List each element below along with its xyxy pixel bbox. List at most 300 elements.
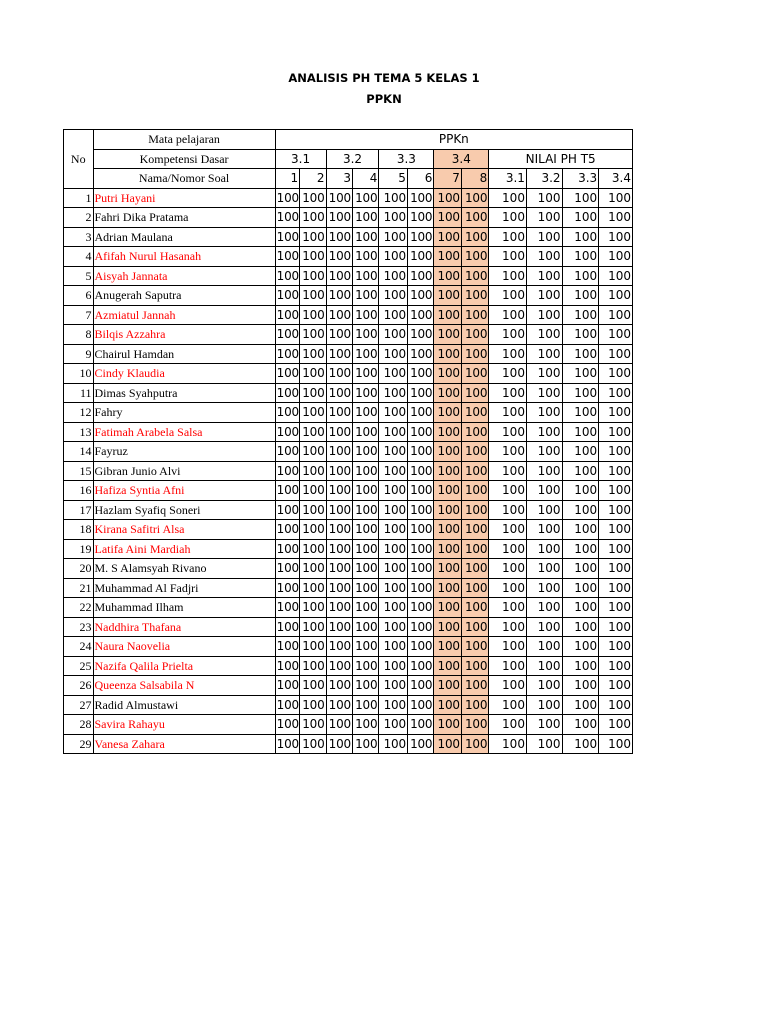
score-cell: 100 [434,266,461,286]
score-cell: 100 [300,617,326,637]
nilai-cell: 100 [562,344,599,364]
student-number: 22 [64,598,94,618]
student-name: Fahry [93,403,275,423]
student-number: 3 [64,227,94,247]
score-cell: 100 [326,364,352,384]
score-cell: 100 [300,559,326,579]
nilai-cell: 100 [599,715,633,735]
student-name: Dimas Syahputra [93,383,275,403]
student-number: 19 [64,539,94,559]
score-cell: 100 [461,422,488,442]
student-name: Gibran Junio Alvi [93,461,275,481]
score-cell: 100 [326,344,352,364]
score-cell: 100 [379,461,407,481]
score-cell: 100 [407,461,433,481]
score-cell: 100 [434,403,461,423]
table-row [64,383,633,403]
nilai-cell: 100 [489,286,527,306]
score-cell: 100 [326,442,352,462]
score-cell: 100 [407,617,433,637]
score-cell: 100 [352,520,378,540]
score-cell: 100 [300,188,326,208]
score-cell: 100 [326,247,352,267]
student-number: 17 [64,500,94,520]
nilai-cell: 100 [562,500,599,520]
nilai-cell: 100 [526,656,562,676]
nilai-cell: 100 [489,481,527,501]
nilai-cell: 100 [489,403,527,423]
score-cell: 100 [434,559,461,579]
score-cell: 100 [434,637,461,657]
score-cell: 100 [300,305,326,325]
nilai-cell: 100 [526,598,562,618]
nilai-cell: 100 [599,598,633,618]
student-number: 11 [64,383,94,403]
student-name: Muhammad Ilham [93,598,275,618]
nilai-cell: 100 [599,500,633,520]
table-row [64,676,633,696]
table-row [64,656,633,676]
student-name: Nazifa Qalila Prielta [93,656,275,676]
score-cell: 100 [352,403,378,423]
score-cell: 100 [300,520,326,540]
score-cell: 100 [275,461,299,481]
score-cell: 100 [326,656,352,676]
score-cell: 100 [352,481,378,501]
score-cell: 100 [275,227,299,247]
score-cell: 100 [300,695,326,715]
score-cell: 100 [300,637,326,657]
no-header: No [64,130,94,189]
score-cell: 100 [352,500,378,520]
nilai-cell: 100 [489,208,527,228]
score-cell: 100 [407,188,433,208]
score-cell: 100 [461,227,488,247]
score-cell: 100 [326,227,352,247]
nilai-cell: 100 [526,539,562,559]
nilai-cell: 100 [599,676,633,696]
score-cell: 100 [434,500,461,520]
nilai-cell: 100 [526,325,562,345]
score-cell: 100 [461,656,488,676]
score-cell: 100 [434,598,461,618]
score-cell: 100 [379,208,407,228]
score-cell: 100 [300,461,326,481]
score-cell: 100 [407,442,433,462]
score-cell: 100 [300,676,326,696]
table-row [64,734,633,754]
score-cell: 100 [275,286,299,306]
student-number: 16 [64,481,94,501]
nilai-cell: 100 [599,520,633,540]
nilai-cell: 100 [526,461,562,481]
nilai-cell: 100 [489,500,527,520]
nilai-cell: 100 [562,520,599,540]
nilai-kd-number: 3.3 [562,169,599,189]
kd-header-3-3: 3.3 [379,149,434,169]
score-cell: 100 [434,305,461,325]
nilai-cell: 100 [526,266,562,286]
student-name: M. S Alamsyah Rivano [93,559,275,579]
student-number: 14 [64,442,94,462]
score-cell: 100 [300,286,326,306]
score-cell: 100 [326,500,352,520]
student-number: 24 [64,637,94,657]
soal-number: 7 [434,169,461,189]
student-name: Cindy Klaudia [93,364,275,384]
score-cell: 100 [407,559,433,579]
student-name: Hafiza Syntia Afni [93,481,275,501]
score-cell: 100 [352,266,378,286]
nilai-cell: 100 [562,617,599,637]
nilai-cell: 100 [489,578,527,598]
nilai-cell: 100 [599,578,633,598]
kd-header-3-1: 3.1 [275,149,326,169]
score-cell: 100 [379,481,407,501]
score-cell: 100 [352,539,378,559]
score-cell: 100 [407,500,433,520]
score-cell: 100 [379,247,407,267]
nilai-kd-number: 3.2 [526,169,562,189]
table-row [64,715,633,735]
student-name: Putri Hayani [93,188,275,208]
student-number: 28 [64,715,94,735]
nilai-cell: 100 [489,637,527,657]
student-name: Hazlam Syafiq Soneri [93,500,275,520]
nilai-cell: 100 [599,656,633,676]
score-cell: 100 [434,344,461,364]
score-cell: 100 [407,325,433,345]
nilai-cell: 100 [562,325,599,345]
score-cell: 100 [300,500,326,520]
student-number: 13 [64,422,94,442]
score-cell: 100 [275,539,299,559]
score-cell: 100 [352,305,378,325]
report-header [0,68,768,110]
score-cell: 100 [379,442,407,462]
score-cell: 100 [461,247,488,267]
score-cell: 100 [461,325,488,345]
nilai-cell: 100 [562,539,599,559]
nilai-cell: 100 [526,715,562,735]
score-cell: 100 [275,364,299,384]
student-number: 21 [64,578,94,598]
nilai-cell: 100 [562,676,599,696]
score-cell: 100 [407,520,433,540]
score-cell: 100 [275,383,299,403]
nilai-kd-number: 3.1 [489,169,527,189]
score-cell: 100 [275,344,299,364]
mata-pelajaran-label: Mata pelajaran [93,130,275,150]
score-cell: 100 [326,266,352,286]
nilai-cell: 100 [526,578,562,598]
score-cell: 100 [434,208,461,228]
student-name: Bilqis Azzahra [93,325,275,345]
kd-header-3-4: 3.4 [434,149,489,169]
nilai-cell: 100 [599,305,633,325]
student-name: Radid Almustawi [93,695,275,715]
score-cell: 100 [300,364,326,384]
score-cell: 100 [379,695,407,715]
student-name: Afifah Nurul Hasanah [93,247,275,267]
nilai-cell: 100 [562,227,599,247]
table-row [64,266,633,286]
nilai-cell: 100 [599,617,633,637]
score-cell: 100 [326,676,352,696]
nilai-cell: 100 [526,383,562,403]
score-cell: 100 [326,520,352,540]
nilai-cell: 100 [526,442,562,462]
table-row [64,305,633,325]
score-cell: 100 [407,481,433,501]
score-cell: 100 [326,461,352,481]
score-cell: 100 [275,500,299,520]
score-cell: 100 [352,188,378,208]
student-number: 5 [64,266,94,286]
nilai-cell: 100 [489,344,527,364]
score-cell: 100 [434,481,461,501]
nilai-cell: 100 [489,422,527,442]
nilai-cell: 100 [526,637,562,657]
score-cell: 100 [461,676,488,696]
score-cell: 100 [461,461,488,481]
soal-number: 8 [461,169,488,189]
header-row-kd [64,149,633,169]
nilai-cell: 100 [526,500,562,520]
report-title: ANALISIS PH TEMA 5 KELAS 1 [288,71,480,85]
score-cell: 100 [461,403,488,423]
student-number: 2 [64,208,94,228]
student-number: 20 [64,559,94,579]
nilai-cell: 100 [489,442,527,462]
score-cell: 100 [461,188,488,208]
student-name: Azmiatul Jannah [93,305,275,325]
student-number: 8 [64,325,94,345]
nilai-cell: 100 [562,637,599,657]
table-row [64,403,633,423]
score-cell: 100 [275,734,299,754]
score-cell: 100 [379,500,407,520]
nilai-cell: 100 [599,247,633,267]
subject-header: PPKn [275,130,632,150]
score-cell: 100 [300,247,326,267]
score-cell: 100 [434,676,461,696]
score-cell: 100 [352,734,378,754]
nilai-header: NILAI PH T5 [489,149,633,169]
student-name: Anugerah Saputra [93,286,275,306]
score-cell: 100 [379,325,407,345]
score-cell: 100 [407,656,433,676]
score-cell: 100 [407,383,433,403]
score-cell: 100 [326,559,352,579]
score-cell: 100 [407,695,433,715]
score-cell: 100 [434,227,461,247]
score-cell: 100 [352,247,378,267]
nilai-cell: 100 [489,559,527,579]
nilai-cell: 100 [562,286,599,306]
nilai-cell: 100 [489,715,527,735]
nilai-cell: 100 [526,286,562,306]
score-cell: 100 [326,539,352,559]
nilai-cell: 100 [489,188,527,208]
soal-number: 5 [379,169,407,189]
student-name: Savira Rahayu [93,715,275,735]
score-cell: 100 [461,715,488,735]
score-cell: 100 [379,266,407,286]
score-cell: 100 [379,598,407,618]
nilai-cell: 100 [599,344,633,364]
score-cell: 100 [379,286,407,306]
header-row-subject [64,130,633,150]
student-number: 10 [64,364,94,384]
student-name: Fahri Dika Pratama [93,208,275,228]
score-cell: 100 [461,481,488,501]
score-cell: 100 [300,715,326,735]
nomor-soal-label: Nama/Nomor Soal [93,169,275,189]
score-cell: 100 [352,715,378,735]
score-cell: 100 [352,442,378,462]
score-cell: 100 [379,403,407,423]
score-cell: 100 [434,656,461,676]
score-cell: 100 [461,598,488,618]
student-name: Naddhira Thafana [93,617,275,637]
score-cell: 100 [407,305,433,325]
score-cell: 100 [275,617,299,637]
score-cell: 100 [461,208,488,228]
score-cell: 100 [461,266,488,286]
student-name: Adrian Maulana [93,227,275,247]
nilai-cell: 100 [526,364,562,384]
nilai-cell: 100 [562,266,599,286]
score-cell: 100 [461,520,488,540]
score-cell: 100 [434,715,461,735]
nilai-cell: 100 [562,481,599,501]
nilai-cell: 100 [526,559,562,579]
score-cell: 100 [300,344,326,364]
score-cell: 100 [352,578,378,598]
score-cell: 100 [326,578,352,598]
score-cell: 100 [407,286,433,306]
score-cell: 100 [434,695,461,715]
score-cell: 100 [326,715,352,735]
student-number: 27 [64,695,94,715]
score-cell: 100 [434,617,461,637]
student-number: 25 [64,656,94,676]
student-number: 29 [64,734,94,754]
nilai-cell: 100 [489,539,527,559]
student-name: Queenza Salsabila N [93,676,275,696]
score-cell: 100 [352,227,378,247]
nilai-cell: 100 [599,383,633,403]
score-cell: 100 [352,617,378,637]
nilai-cell: 100 [562,715,599,735]
nilai-cell: 100 [599,208,633,228]
nilai-cell: 100 [599,364,633,384]
score-cell: 100 [407,734,433,754]
score-cell: 100 [275,188,299,208]
grades-table [63,129,633,754]
nilai-cell: 100 [489,383,527,403]
nilai-cell: 100 [562,461,599,481]
table-row [64,481,633,501]
nilai-cell: 100 [599,422,633,442]
score-cell: 100 [461,637,488,657]
nilai-cell: 100 [489,734,527,754]
table-row [64,539,633,559]
nilai-cell: 100 [526,208,562,228]
score-cell: 100 [461,578,488,598]
score-cell: 100 [461,442,488,462]
score-cell: 100 [352,461,378,481]
score-cell: 100 [407,637,433,657]
score-cell: 100 [434,286,461,306]
nilai-cell: 100 [599,188,633,208]
score-cell: 100 [275,266,299,286]
score-cell: 100 [326,617,352,637]
score-cell: 100 [300,539,326,559]
score-cell: 100 [379,188,407,208]
score-cell: 100 [461,559,488,579]
score-cell: 100 [407,364,433,384]
nilai-kd-number: 3.4 [599,169,633,189]
score-cell: 100 [300,656,326,676]
table-row [64,364,633,384]
nilai-cell: 100 [489,305,527,325]
score-cell: 100 [275,656,299,676]
score-cell: 100 [379,578,407,598]
score-cell: 100 [461,383,488,403]
score-cell: 100 [300,598,326,618]
score-cell: 100 [461,364,488,384]
student-number: 7 [64,305,94,325]
nilai-cell: 100 [526,676,562,696]
score-cell: 100 [275,208,299,228]
score-cell: 100 [379,715,407,735]
score-cell: 100 [407,247,433,267]
nilai-cell: 100 [526,188,562,208]
score-cell: 100 [379,305,407,325]
table-row [64,227,633,247]
score-cell: 100 [275,578,299,598]
student-name: Fatimah Arabela Salsa [93,422,275,442]
nilai-cell: 100 [489,676,527,696]
soal-number: 3 [326,169,352,189]
nilai-cell: 100 [489,325,527,345]
report-subtitle: PPKN [366,92,402,106]
score-cell: 100 [275,481,299,501]
student-name: Aisyah Jannata [93,266,275,286]
nilai-cell: 100 [526,734,562,754]
nilai-cell: 100 [489,364,527,384]
nilai-cell: 100 [526,695,562,715]
score-cell: 100 [275,403,299,423]
table-row [64,461,633,481]
score-cell: 100 [275,637,299,657]
nilai-cell: 100 [526,305,562,325]
table-row [64,637,633,657]
score-cell: 100 [326,422,352,442]
score-cell: 100 [352,598,378,618]
nilai-cell: 100 [562,734,599,754]
nilai-cell: 100 [489,461,527,481]
nilai-cell: 100 [489,247,527,267]
score-cell: 100 [326,734,352,754]
nilai-cell: 100 [562,598,599,618]
score-cell: 100 [275,715,299,735]
student-name: Fayruz [93,442,275,462]
table-row [64,617,633,637]
nilai-cell: 100 [562,188,599,208]
